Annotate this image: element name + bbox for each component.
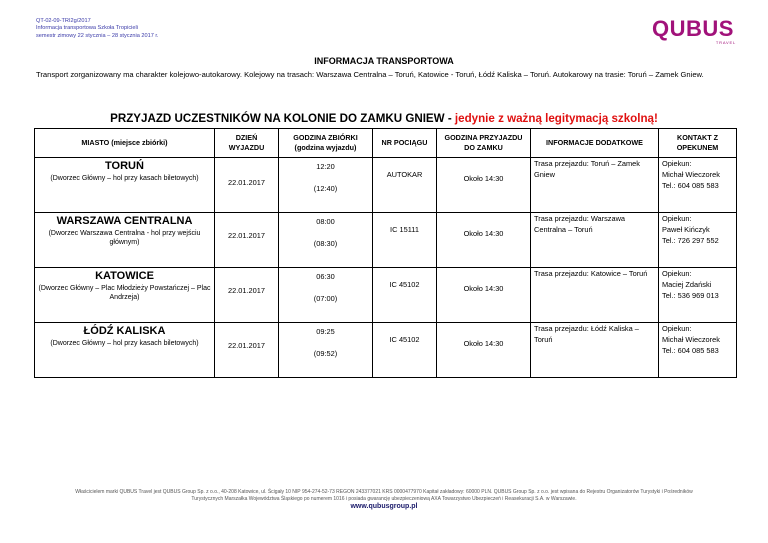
city-cell (35, 323, 215, 378)
contact-label: Opiekun: (662, 269, 692, 278)
logo-subtext: TRAVEL (715, 40, 736, 45)
arrival-time: Około 14:30 (463, 339, 504, 348)
table-header-row (35, 129, 737, 158)
city-cell (35, 213, 215, 268)
contact-name: Michał Wieczorek (662, 170, 720, 179)
meeting-place: (Dworzec Główny – hol przy kasach biletowych) (50, 340, 199, 347)
day-cell (215, 323, 279, 378)
contact-name: Paweł Kińczyk (662, 225, 710, 234)
contact-cell (659, 158, 737, 213)
train-number: IC 45102 (389, 335, 420, 344)
doc-code: QT-02-09-TRI2g/2017 (36, 18, 91, 24)
gather-time: 09:25 (316, 327, 335, 336)
gather-time: 06:30 (316, 272, 335, 281)
header-arrival: GODZINA PRZYJAZDU DO ZAMKU (437, 129, 531, 158)
contact-phone: Tel.: 604 085 583 (662, 346, 719, 355)
train-number: AUTOKAR (386, 170, 423, 179)
arrival-cell (437, 158, 531, 213)
depart-time: (08:30) (313, 239, 338, 248)
city-name: TORUŃ (105, 160, 144, 172)
arrival-time: Około 14:30 (463, 229, 504, 238)
train-number: IC 15111 (390, 225, 419, 234)
footer-website-link[interactable]: www.qubusgroup.pl (350, 503, 418, 510)
header-info: INFORMACJE DODATKOWE (531, 129, 659, 158)
header-train: NR POCIĄGU (373, 129, 437, 158)
train-cell (373, 323, 437, 378)
contact-name: Maciej Zdański (662, 280, 712, 289)
day-value: 22.01.2017 (228, 178, 265, 187)
info-cell: Trasa przejazdu: Toruń – Zamek Gniew (531, 158, 659, 213)
arrival-time: Około 14:30 (463, 284, 504, 293)
depart-time: (07:00) (313, 294, 338, 303)
info-cell: Trasa przejazdu: Łódź Kaliska – Toruń (531, 323, 659, 378)
logo-text: QUBUS (652, 16, 734, 41)
table-row (35, 213, 737, 268)
meeting-place: (Dworzec Główny – Plac Młodzieży Powstańczej – Plac Andrzeja) (38, 285, 211, 301)
info-cell: Trasa przejazdu: Warszawa Centralna – Toruń (531, 213, 659, 268)
page-title: INFORMACJA TRANSPORTOWA (314, 56, 454, 66)
transport-table (34, 128, 737, 378)
table-row (35, 158, 737, 213)
day-value: 22.01.2017 (228, 286, 265, 295)
doc-period: semestr zimowy 22 stycznia – 28 stycznia 2017 r. (36, 32, 159, 39)
contact-phone: Tel.: 604 085 583 (662, 181, 719, 190)
contact-phone: Tel.: 536 969 013 (662, 291, 719, 300)
gather-cell (279, 213, 373, 268)
qubus-logo (652, 16, 738, 46)
city-cell (35, 268, 215, 323)
train-cell (373, 213, 437, 268)
day-cell (215, 213, 279, 268)
footer-line-1: Właścicielem marki QUBUS Travel jest QUBUS Group Sp. z o.o., 40-208 Katowice, ul. Ścigały 10 NIP 954-274-52-73 REGON 243377021 KRS 0000477970 Kapitał zakładowy: 60000 PLN. QUBUS Group Sp. z o.o. jest wpisana do Rejestru Organizatorów Turystyki i Pośredników (75, 489, 693, 495)
footer-line-2: Turystycznych Marszałka Województwa Śląskiego po numerem 1016 i posiada gwarancję ubezpieczeniową AXA Towarzystwo Ubezpieczeń i Reasekuracji S.A. w Warszawie. (191, 495, 577, 502)
section-heading-main: PRZYJAZD UCZESTNIKÓW NA KOLONIE DO ZAMKU GNIEW - (110, 112, 455, 125)
header-gather: GODZINA ZBIÓRKI (godzina wyjazdu) (279, 129, 373, 158)
meeting-place: (Dworzec Warszawa Centralna - hol przy wejściu głównym) (48, 230, 201, 246)
city-name: WARSZAWA CENTRALNA (56, 215, 193, 227)
contact-name: Michał Wieczorek (662, 335, 720, 344)
arrival-cell (437, 268, 531, 323)
table-row (35, 268, 737, 323)
depart-time: (12:40) (313, 184, 338, 193)
train-number: IC 45102 (389, 280, 420, 289)
footer-legal (0, 489, 768, 502)
section-heading (0, 112, 768, 125)
contact-phone: Tel.: 726 297 552 (662, 236, 719, 245)
day-cell (215, 158, 279, 213)
city-cell (35, 158, 215, 213)
gather-cell (279, 323, 373, 378)
arrival-cell (437, 323, 531, 378)
gather-cell (279, 158, 373, 213)
day-value: 22.01.2017 (228, 231, 265, 240)
info-cell: Trasa przejazdu: Katowice – Toruń (531, 268, 659, 323)
day-cell (215, 268, 279, 323)
depart-time: (09:52) (313, 349, 338, 358)
contact-label: Opiekun: (662, 324, 692, 333)
train-cell (373, 158, 437, 213)
gather-time: 08:00 (316, 217, 335, 226)
doc-subject: Informacja transportowa Szkoła Tropicieli (36, 25, 138, 32)
document-meta (36, 18, 159, 40)
contact-cell (659, 213, 737, 268)
day-value: 22.01.2017 (228, 341, 265, 350)
header-day: DZIEŃ WYJAZDU (215, 129, 279, 158)
arrival-cell (437, 213, 531, 268)
city-name: KATOWICE (95, 270, 154, 282)
intro-paragraph: Transport zorganizowany ma charakter kolejowo-autokarowy. Kolejowy na trasach: Warszawa Centralna – Toruń, Katowice - Toruń, Łódź Kaliska – Toruń. Autokarowy na trasie: Toruń – Zamek Gniew. (36, 70, 704, 79)
table-row (35, 323, 737, 378)
section-heading-highlight: jedynie z ważną legitymacją szkolną! (454, 112, 658, 125)
city-name: ŁÓDŹ KALISKA (83, 325, 166, 337)
contact-cell (659, 268, 737, 323)
train-cell (373, 268, 437, 323)
gather-cell (279, 268, 373, 323)
gather-time: 12:20 (316, 162, 335, 171)
contact-cell (659, 323, 737, 378)
contact-label: Opiekun: (662, 214, 692, 223)
header-contact: KONTAKT Z OPEKUNEM (659, 129, 737, 158)
arrival-time: Około 14:30 (463, 174, 504, 183)
header-city: MIASTO (miejsce zbiórki) (35, 129, 215, 158)
meeting-place: (Dworzec Główny – hol przy kasach biletowych) (50, 175, 199, 182)
contact-label: Opiekun: (662, 159, 692, 168)
